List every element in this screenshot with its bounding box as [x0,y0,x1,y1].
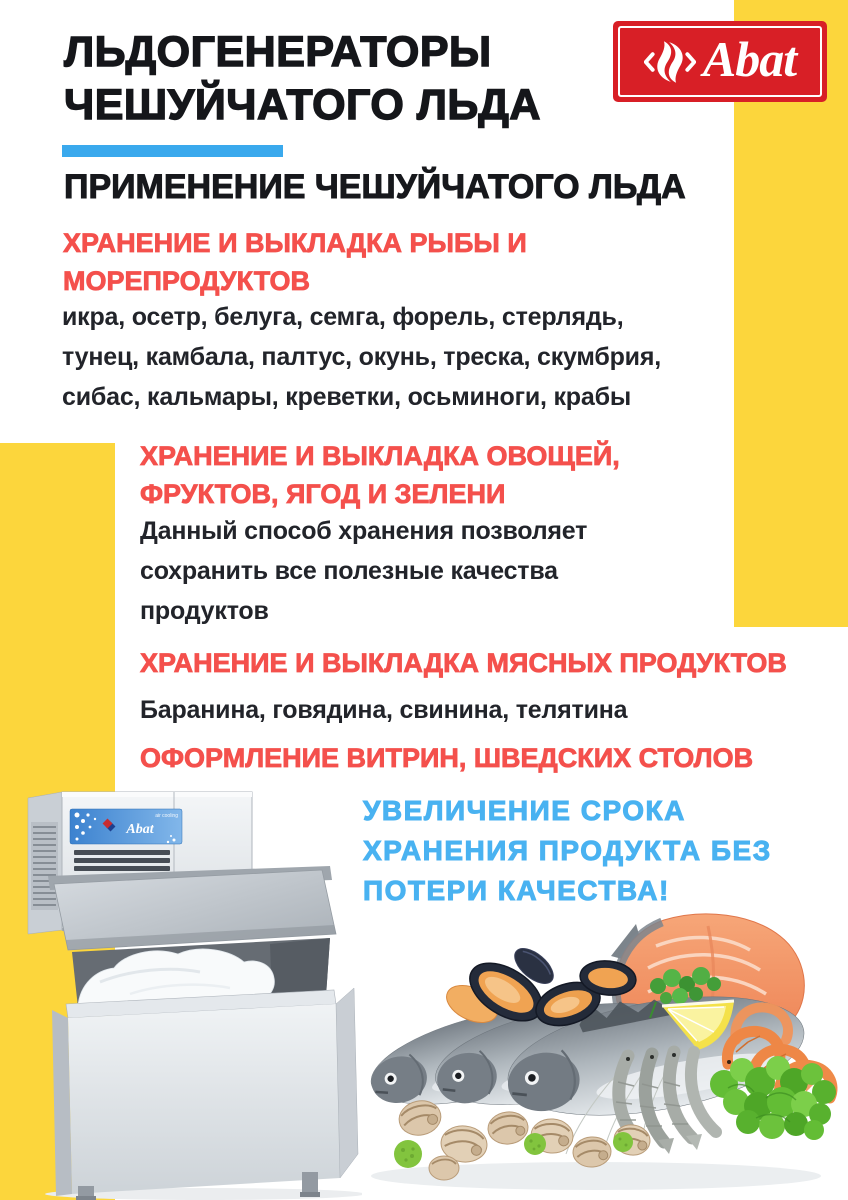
banner-note-text: air cooling [155,813,178,819]
abat-logo [613,21,827,102]
machine-banner [70,809,182,844]
heading-fish-line1: ХРАНЕНИЕ И ВЫКЛАДКА РЫБЫ И [63,228,527,258]
body-meat: Баранина, говядина, свинина, телятина [140,696,628,724]
page-title-line1: ЛЬДОГЕНЕРАТОРЫ [64,28,492,76]
abat-logo-frame [618,26,822,97]
body-fish [62,297,661,417]
promo-line3: ПОТЕРИ КАЧЕСТВА! [363,875,670,906]
body-fish-line1: икра, осетр, белуга, семга, форель, стерлядь, [62,303,624,331]
heading-vegetables-line1: ХРАНЕНИЕ И ВЫКЛАДКА ОВОЩЕЙ, [140,441,620,471]
banner-brand-text: Abat [126,822,154,837]
body-vegetables-line1: Данный способ хранения позволяет [140,517,588,545]
page-title [64,26,541,132]
body-fish-line2: тунец, камбала, палтус, окунь, треска, скумбрия, [62,343,661,371]
heading-vegetables [140,437,620,513]
promo-line2: ХРАНЕНИЯ ПРОДУКТА БЕЗ [363,835,772,866]
heading-fish [63,224,527,300]
promo-text [363,791,772,911]
heading-fish-line2: МОРЕПРОДУКТОВ [63,266,311,296]
page-title-line2: ЧЕШУЙЧАТОГО ЛЬДА [64,81,541,129]
heading-decor: ОФОРМЛЕНИЕ ВИТРИН, ШВЕДСКИХ СТОЛОВ [140,743,754,773]
flame-icon [644,34,696,90]
body-fish-line3: сибас, кальмары, креветки, осьминоги, крабы [62,383,631,411]
body-vegetables [140,511,587,631]
body-vegetables-line2: сохранить все полезные качества [140,557,558,585]
vent-slats [74,850,170,871]
section-title: ПРИМЕНЕНИЕ ЧЕШУЙЧАТОГО ЛЬДА [64,168,686,206]
heading-vegetables-line2: ФРУКТОВ, ЯГОД И ЗЕЛЕНИ [140,479,506,509]
promo-line1: УВЕЛИЧЕНИЕ СРОКА [363,795,686,826]
bin-front-panel [68,1004,340,1194]
blue-accent-bar [62,145,283,157]
louver-vent [31,822,58,910]
heading-meat: ХРАНЕНИЕ И ВЫКЛАДКА МЯСНЫХ ПРОДУКТОВ [140,648,787,678]
ice-machine-image [20,782,362,1200]
abat-logo-text: Abat [702,30,797,87]
body-vegetables-line3: продуктов [140,597,269,625]
machine-storage-bin [48,866,358,1200]
seafood-image [356,906,848,1200]
